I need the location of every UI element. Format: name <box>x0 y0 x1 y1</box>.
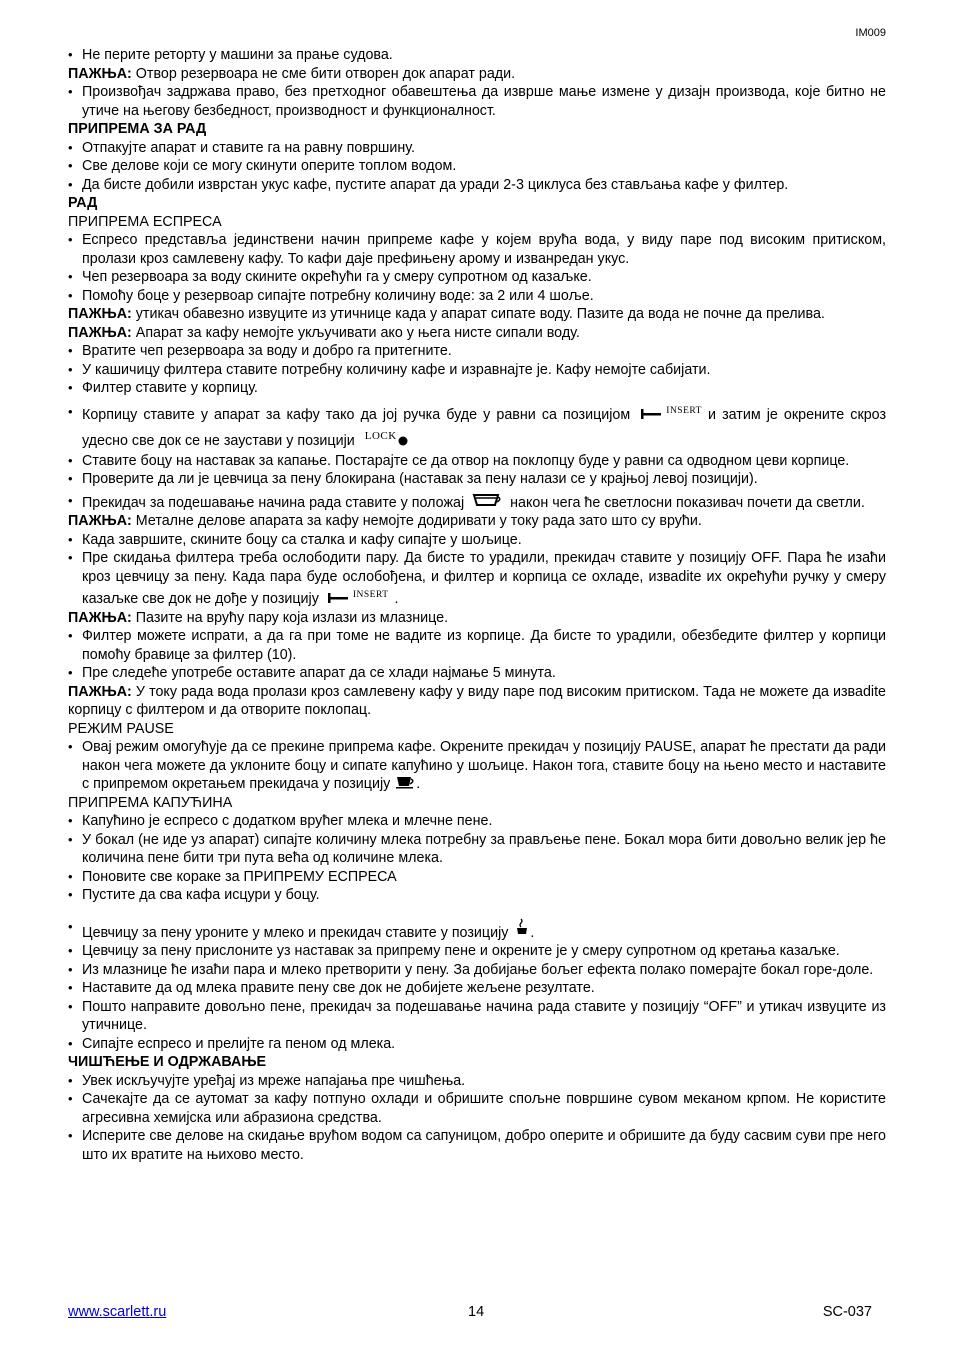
list-item-text: Пре скидања филтера треба ослободити пару. Да бисте то урадили, прекидач ставите у позицију OFF. Пара ће изаћи кроз цевчицу за пену. Када пара буде ослобођена, и филтер и корпица се охладе, изваdite их окрећући ручку у смеру казаљке све док не дође у позицију <box>82 550 886 607</box>
warning <box>68 512 886 531</box>
list-item: • Не перите реторту у машини за прање судова. <box>68 46 886 65</box>
list-item: • Наставите да од млека правите пену све док не добијете жељене резултате. <box>68 979 886 998</box>
list-item: • Пустите да сва кафа исцури у боцу. <box>68 886 886 905</box>
list-item-text: и затим је окрените скроз удесно све док се не заустави у позицији <box>82 406 887 449</box>
list-item <box>68 549 886 609</box>
list-item: • Све делове који се могу скинути оперите топлом водом. <box>68 157 886 176</box>
website-link[interactable]: www.scarlett.ru <box>68 1304 167 1320</box>
list-item-text: . <box>530 924 535 941</box>
section-title-cleaning: ЧИШЋЕЊЕ И ОДРЖАВАЊЕ <box>68 1054 267 1070</box>
list-item-text: Прекидач за подешавање начина рада ставите у положај <box>82 494 465 511</box>
list-item-text: Овај режим омогућује да се прекине припрема кафе. Окрените прекидач у позицију PAUSE, апарат ће престати да ради након чега можете да уклоните боцу и сипате капућино у шољице. Након тога, ставите боцу на њено место и наставите с припремом окретањем прекидача у позицију <box>82 739 886 792</box>
list-item: • Проверите да ли је цевчица за пену блокирана (наставак за пену налази се у крајњој левој позицији). <box>68 470 886 489</box>
warning-label: ПАЖЊА: <box>68 65 132 82</box>
warning-label: ПАЖЊА: <box>68 513 132 529</box>
list-item <box>68 492 886 513</box>
lock-label: LOCK <box>364 429 397 442</box>
section-title-preparation: ПРИПРЕМА ЗА РАД <box>68 121 207 137</box>
insert-label: INSERT <box>352 590 389 600</box>
lock-dot-icon <box>398 436 408 446</box>
insert-label: INSERT <box>666 405 702 416</box>
list-item: • Поновите све кораке за ПРИПРЕМУ ЕСПРЕСА <box>68 868 886 887</box>
list-item: • Капућино је еспресо с додатком врућег млека и млечне пене. <box>68 812 886 831</box>
list-item: • Еспресо представља јединствени начин припреме кафе у којем врућа вода, у виду паре под високим притиском, пролази кроз самлевену кафу. То кафи даје префињену арому и изванредан укус. <box>68 231 886 268</box>
warning-text: Апарат за кафу немојте укључивати ако у њега нисте сипали воду. <box>131 324 580 341</box>
list-item: • Отпакујте апарат и ставите га на равну површину. <box>68 139 886 158</box>
list-item: • Исперите све делове на скидање врућом водом са сапуницом, добро оперите и обришите да буду сасвим суви пре него што их вратите на њихово место. <box>68 1127 886 1164</box>
insert-position-icon <box>327 592 349 604</box>
steam-icon <box>516 918 528 936</box>
list-item: • Када завршите, скините боцу са сталка и кафу сипајте у шољице. <box>68 531 886 550</box>
subsection-title-cappuccino: ПРИПРЕМА КАПУЋИНА <box>68 794 233 811</box>
list-item: • Увек искључујте уређај из мреже напајања пре чишћења. <box>68 1072 886 1091</box>
warning-label: ПАЖЊА: <box>68 306 132 322</box>
list-item: • Вратите чеп резервоара за воду и добро га притегните. <box>68 342 886 361</box>
list-item: • Да бисте добили изврстан укус кафе, пустите апарат да уради 2-3 циклуса без стављања кафе у филтер. <box>68 176 886 195</box>
list-item: • Пошто направите довољно пене, прекидач за подешавање начина рада ставите у позицију “OFF” и утикач извуците из утичнице. <box>68 998 886 1035</box>
warning-label: ПАЖЊА: <box>68 609 132 626</box>
warning-text: Металне делове апарата за кафу немојте додиривати у току рада зато што су врући. <box>131 513 702 529</box>
warning-text: Отвор резервоара не сме бити отворен док апарат ради. <box>131 65 516 82</box>
warning <box>68 65 886 84</box>
warning-text: утикач обавезно извуците из утичнице када у апарат сипате воду. Пазите да вода не почне да прелива. <box>131 306 825 322</box>
list-item: • Произвођач задржава право, без претходног обавештења да изврше мање измене у дизајн производа, које битно не утиче на његову безбедност, производност и функционалност. <box>68 83 886 120</box>
warning-label: ПАЖЊА: <box>68 324 132 341</box>
document-id: IM009 <box>855 27 886 39</box>
page-number: 14 <box>468 1304 485 1320</box>
cup-icon <box>396 775 416 789</box>
list-item: • У бокал (не иде уз апарат) сипајте количину млека потребну за прављење пене. Бокал мора бити довољно велик јер ће количина пене бити три пута већа од количине млека. <box>68 831 886 868</box>
list-item <box>68 401 886 452</box>
list-item: • Помоћу боце у резервоар сипајте потребну количину воде: за 2 или 4 шоље. <box>68 287 886 306</box>
warning-text: Пазите на врућу пару која излази из млазнице. <box>131 609 449 626</box>
warning <box>68 305 886 324</box>
insert-position-icon <box>640 408 662 420</box>
subsection-title-espresso: ПРИПРЕМА ЕСПРЕСА <box>68 213 222 230</box>
page-content <box>68 46 886 1164</box>
list-item <box>68 738 886 794</box>
list-item: • Ставите боцу на наставак за капање. Постарајте се да отвор на поклопцу буде у равни са одводном цеви корпице. <box>68 452 886 471</box>
list-item: • Из млазнице ће изаћи пара и млеко претворити у пену. За добијање бољег ефекта полако померајте бокал горе-доле. <box>68 961 886 980</box>
list-item <box>68 918 886 943</box>
warning-label: ПАЖЊА: <box>68 683 132 700</box>
list-item: • Филтер ставите у корпицу. <box>68 379 886 398</box>
list-item-text: . <box>394 591 399 607</box>
list-item: • Сачекајте да се аутомат за кафу потпуно охлади и обришите спољне површине сувом меканом крпом. Не користите агресивна хемијска или абразиона средства. <box>68 1090 886 1127</box>
warning-text: У току рада вода пролази кроз самлевену кафу у виду паре под високим притиском. Тада не можете да изваdite корпицу с филтером и да отворите поклопац. <box>68 683 886 718</box>
list-item: • У кашичицу филтера ставите потребну количину кафе и изравнајте је. Кафу немојте сабијати. <box>68 361 886 380</box>
list-item-text: . <box>416 776 421 792</box>
model-number: SC-037 <box>822 1304 872 1320</box>
list-item: • Цевчицу за пену прислоните уз наставак за припрему пене и окрените је у смеру супротном од кретања казаљке. <box>68 942 886 961</box>
warning <box>68 324 886 343</box>
list-item: • Пре следеће употребе оставите апарат да се хлади најмање 5 минута. <box>68 664 886 683</box>
subsection-title-pause: РЕЖИМ PAUSE <box>68 720 174 737</box>
espresso-cup-icon <box>472 492 502 508</box>
section-title-operation: РАД <box>68 195 98 211</box>
list-item: • Сипајте еспресо и прелијте га пеном од млека. <box>68 1035 886 1054</box>
warning <box>68 609 886 628</box>
list-item-text: Корпицу ставите у апарат за кафу тако да јој ручка буде у равни са позицијом <box>82 406 631 423</box>
warning <box>68 683 886 720</box>
list-item-text: Цевчицу за пену уроните у млеко и прекидач ставите у позицију <box>82 924 509 941</box>
list-item: • Филтер можете испрати, а да га при томе не вадите из корпице. Да бисте то урадили, обезбедите филтер у корпици помоћу бравице за филтер (10). <box>68 627 886 664</box>
list-item: • Чеп резервоара за воду скините окрећући га у смеру супротном од казаљке. <box>68 268 886 287</box>
list-item-text: након чега ће светлосни показивач почети да светли. <box>510 494 865 511</box>
